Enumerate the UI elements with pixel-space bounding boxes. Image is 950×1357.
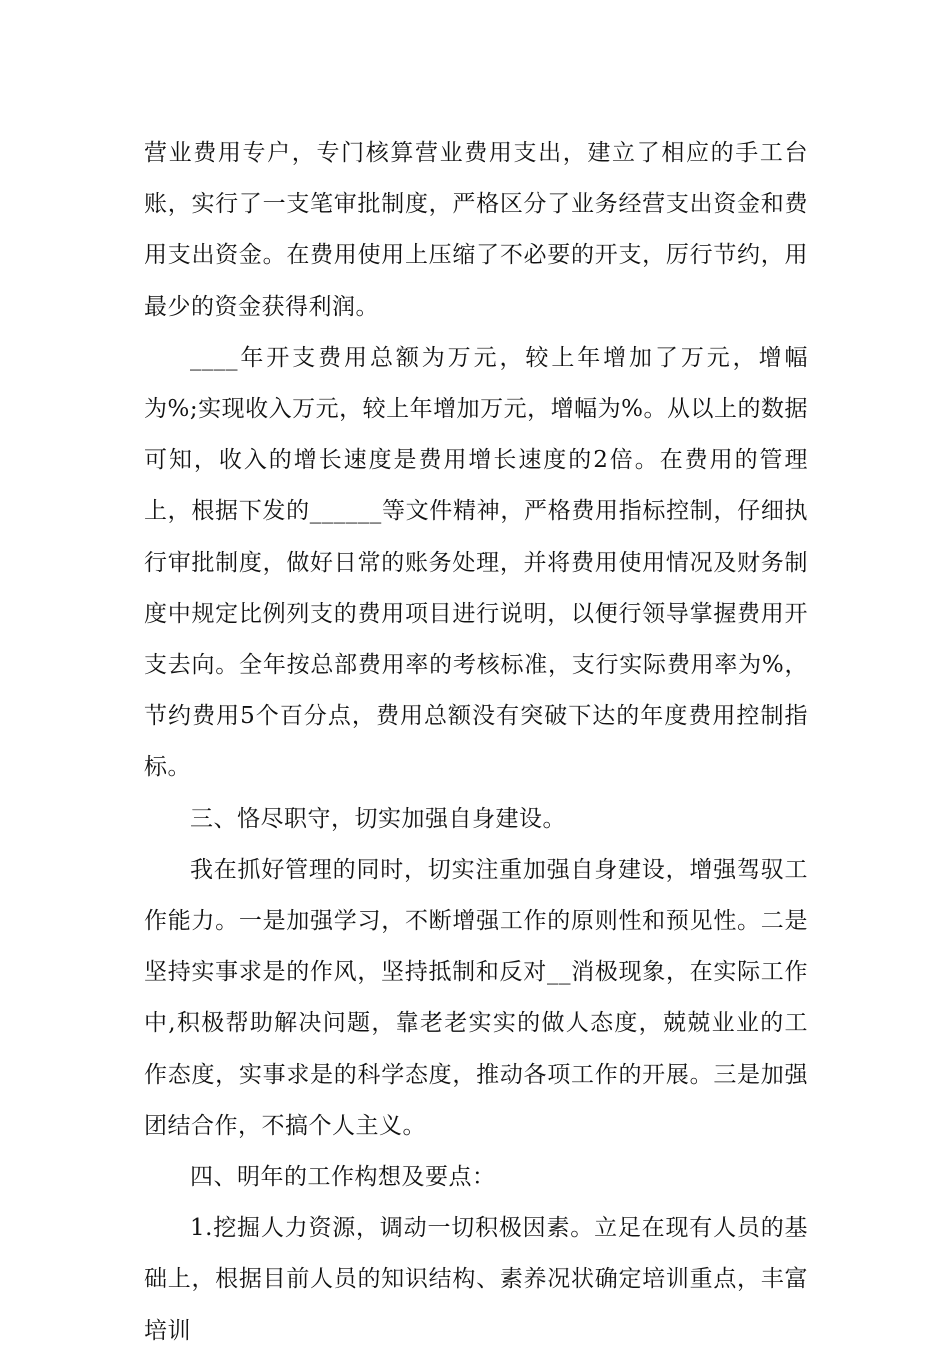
paragraph-expense-account: 营业费用专户，专门核算营业费用支出，建立了相应的手工台账，实行了一支笔审批制度，严格区分了业务经营支出资金和费用支出资金。在费用使用上压缩了不必要的开支，厉行节约，用最少的资金获得利润。 xyxy=(144,140,808,320)
paragraph-human-resources: 1.挖掘人力资源，调动一切积极因素。立足在现有人员的基础上，根据目前人员的知识结构、素养况状确定培训重点，丰富培训 xyxy=(144,1215,808,1344)
section-heading-self-building: 三、恪尽职守，切实加强自身建设。 xyxy=(190,805,566,832)
paragraph-self-building: 我在抓好管理的同时，切实注重加强自身建设，增强驾驭工作能力。一是加强学习，不断增强工作的原则性和预见性。二是坚持实事求是的作风，坚持抵制和反对__消极现象，在实际工作中,积极帮助解决问题，靠老老实实的做人态度，兢兢业业的工作态度，实事求是的科学态度，推动各项工作的开展。三是加强团结合作，不搞个人主义。 xyxy=(144,856,808,1139)
document-body xyxy=(144,128,808,1357)
section-heading-next-year-plan: 四、明年的工作构想及要点： xyxy=(190,1164,496,1191)
paragraph-annual-expenses: ____年开支费用总额为万元，较上年增加了万元，增幅为%;实现收入万元，较上年增加万元，增幅为%。从以上的数据可知，收入的增长速度是费用增长速度的2倍。在费用的管理上，根据下发的______等文件精神，严格费用指标控制，仔细执行审批制度，做好日常的账务处理，并将费用使用情况及财务制度中规定比例列支的费用项目进行说明，以便行领导掌握费用开支去向。全年按总部费用率的考核标准，支行实际费用率为%，节约费用5个百分点，费用总额没有突破下达的年度费用控制指标。 xyxy=(144,344,808,781)
